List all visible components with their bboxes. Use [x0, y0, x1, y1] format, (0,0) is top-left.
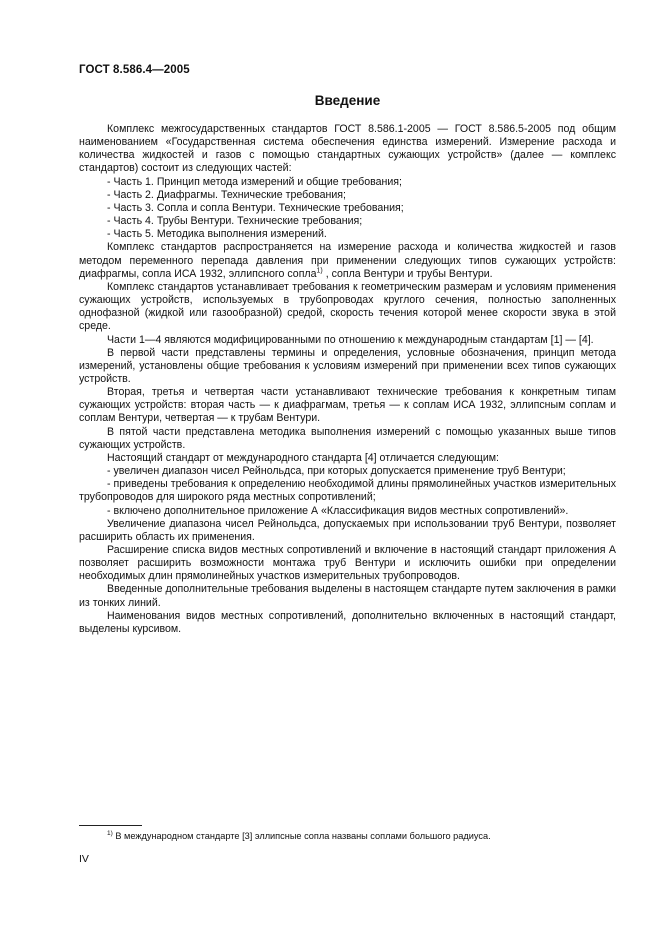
list-item: - Часть 5. Методика выполнения измерений.: [107, 228, 327, 241]
section-title: Введение: [314, 93, 381, 108]
paragraph-requirements: Комплекс стандартов устанавливает требования к геометрическим размерам и условиям применения сужающих устройств, используемых в трубопроводах круглого сечения, полностью заполненных однофазной (жидкой или газообразной) средой, скорость течения которой менее скорости звука в этой среде.: [79, 280, 616, 333]
paragraph-differences: Настоящий стандарт от международного стандарта [4] отличается следующим:: [107, 451, 500, 464]
paragraph-part-one: В первой части представлены термины и определения, условные обозначения, принцип метода измерений, установлены общие требования к условиям измерений при применении всех типов сужающих устройств.: [79, 346, 616, 385]
list-item: - Часть 4. Трубы Вентури. Технические требования;: [107, 215, 363, 228]
paragraph-scope-text: Комплекс стандартов распространяется на измерение расхода и количества жидкостей и газов методом переменного перепада давления при применении следующих типов сужающих устройств: диафрагмы, сопла ИСА 1932, эллипсного сопла: [79, 241, 616, 280]
page-number: IV: [79, 853, 89, 865]
paragraph-parts-two-four: Вторая, третья и четвертая части устанавливают технические требования к конкретным типам сужающих устройств: вторая часть — к диафрагмам, третья — к соплам ИСА 1932, эллипсным соплам и соплам Вентури, четвертая — к трубам Вентури.: [79, 386, 616, 425]
list-item: - Часть 1. Принцип метода измерений и общие требования;: [107, 175, 402, 188]
paragraph-reynolds: Увеличение диапазона чисел Рейнольдса, допускаемых при использовании труб Вентури, позволяет расширить область их применения.: [79, 517, 616, 543]
paragraph-modified: Части 1—4 являются модифицированными по отношению к международным стандартам [1] — [4].: [107, 333, 594, 346]
footnote-marker: 1): [107, 829, 113, 837]
paragraph-complex-description: Комплекс межгосударственных стандартов ГОСТ 8.586.1-2005 — ГОСТ 8.586.5-2005 под общим наименованием «Государственная система обеспечения единства измерений. Измерение расхода и количества жидкостей и газов с помощью стандартных сужающих устройств» (далее — комплекс стандартов) состоит из следующих частей:: [79, 123, 616, 175]
list-item: - увеличен диапазон чисел Рейнольдса, при которых допускается применение труб Вентури;: [107, 465, 566, 478]
paragraph-scope: [79, 241, 616, 280]
standard-header: ГОСТ 8.586.4—2005: [79, 64, 190, 76]
footnote: [79, 830, 616, 842]
list-item: - включено дополнительное приложение А «Классификация видов местных сопротивлений».: [107, 504, 569, 517]
paragraph-annex: Расширение списка видов местных сопротивлений и включение в настоящий стандарт приложения А позволяет расширить возможности монтажа труб Вентури и исключить ошибки при определении необходимых длин прямолинейных участков измерительных трубопроводов.: [79, 544, 616, 583]
footnote-text: В международном стандарте [3] эллипсные сопла названы соплами большого радиуса.: [112, 831, 491, 841]
footnote-divider: [79, 825, 142, 826]
list-item: - приведены требования к определению необходимой длины прямолинейных участков измерительных трубопроводов для широкого ряда местных сопротивлений;: [79, 478, 616, 504]
parts-list: [79, 176, 616, 242]
paragraph-part-five: В пятой части представлена методика выполнения измерений с помощью указанных выше типов сужающих устройств.: [79, 425, 616, 451]
paragraph-scope-end: , сопла Вентури и трубы Вентури.: [322, 267, 493, 280]
paragraph-frames: Введенные дополнительные требования выделены в настоящем стандарте путем заключения в рамки из тонких линий.: [79, 583, 617, 609]
introduction-body: [79, 123, 616, 636]
list-item: - Часть 2. Диафрагмы. Технические требования;: [107, 188, 346, 201]
paragraph-italics: Наименования видов местных сопротивлений, дополнительно включенных в настоящий стандарт, выделены курсивом.: [79, 609, 616, 635]
footnote-reference: 1): [316, 267, 323, 275]
differences-list: [79, 465, 616, 518]
list-item: - Часть 3. Сопла и сопла Вентури. Технические требования;: [107, 201, 404, 214]
